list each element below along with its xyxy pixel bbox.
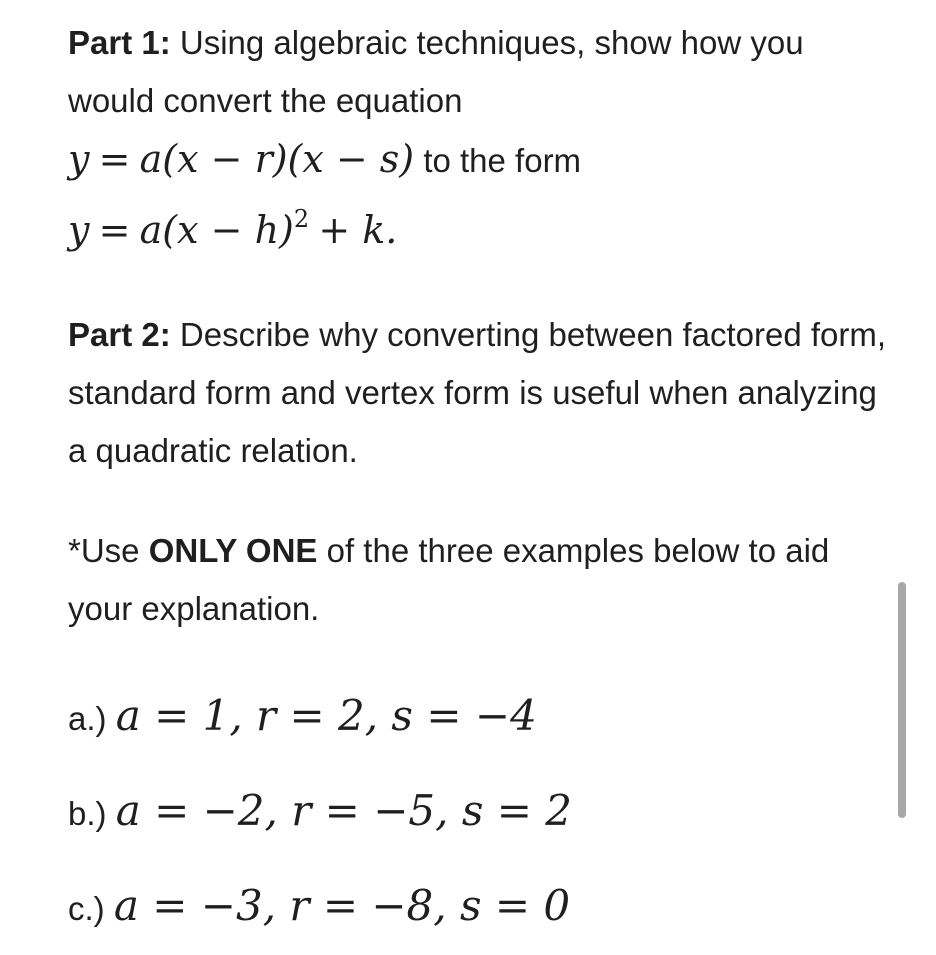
example-c (68, 860, 888, 955)
equation-factored-suffix: to the form (423, 142, 582, 179)
example-expression: a = −3, r = −8, s = 0 (113, 881, 571, 930)
part1-text: Using algebraic techniques, show how you would convert the equation (68, 24, 804, 119)
part2-heading: Part 2: (68, 316, 171, 353)
instruction-paragraph (68, 522, 888, 638)
part2-text: Describe why converting between factored form, standard form and vertex form is useful when analyzing a quadratic relation. (68, 316, 887, 469)
equation-vertex-equals: = (98, 208, 131, 252)
example-a (68, 670, 888, 765)
part1-heading: Part 1: (68, 24, 171, 61)
example-b (68, 765, 888, 860)
equation-vertex-form (68, 190, 888, 261)
example-label: a.) (68, 700, 107, 737)
equation-vertex-exponent: 2 (293, 205, 310, 233)
instruction-emphasis: ONLY ONE (148, 532, 318, 569)
example-expression: a = 1, r = 2, s = −4 (115, 691, 537, 740)
equation-factored-equals: = (98, 137, 131, 181)
equation-factored-rhs: a(x − r)(x − s) (139, 137, 415, 181)
equation-vertex-rhs-tail: + k (318, 208, 386, 252)
instruction-prefix: *Use (68, 532, 140, 569)
equation-vertex-rhs-base: a(x − h) (139, 208, 294, 252)
part2-paragraph (68, 306, 888, 480)
example-label: c.) (68, 890, 105, 927)
question-content (68, 14, 888, 955)
vertical-scrollbar[interactable] (898, 582, 906, 818)
equation-factored-lhs: y (68, 137, 90, 181)
example-expression: a = −2, r = −5, s = 2 (115, 786, 572, 835)
equation-vertex-lhs: y (68, 208, 90, 252)
part1-paragraph (68, 14, 888, 130)
example-label: b.) (68, 795, 107, 832)
instruction-suffix: of the three examples below to aid your explanation. (68, 532, 830, 627)
equation-vertex-period: . (385, 208, 398, 252)
equation-factored-form (68, 130, 888, 190)
